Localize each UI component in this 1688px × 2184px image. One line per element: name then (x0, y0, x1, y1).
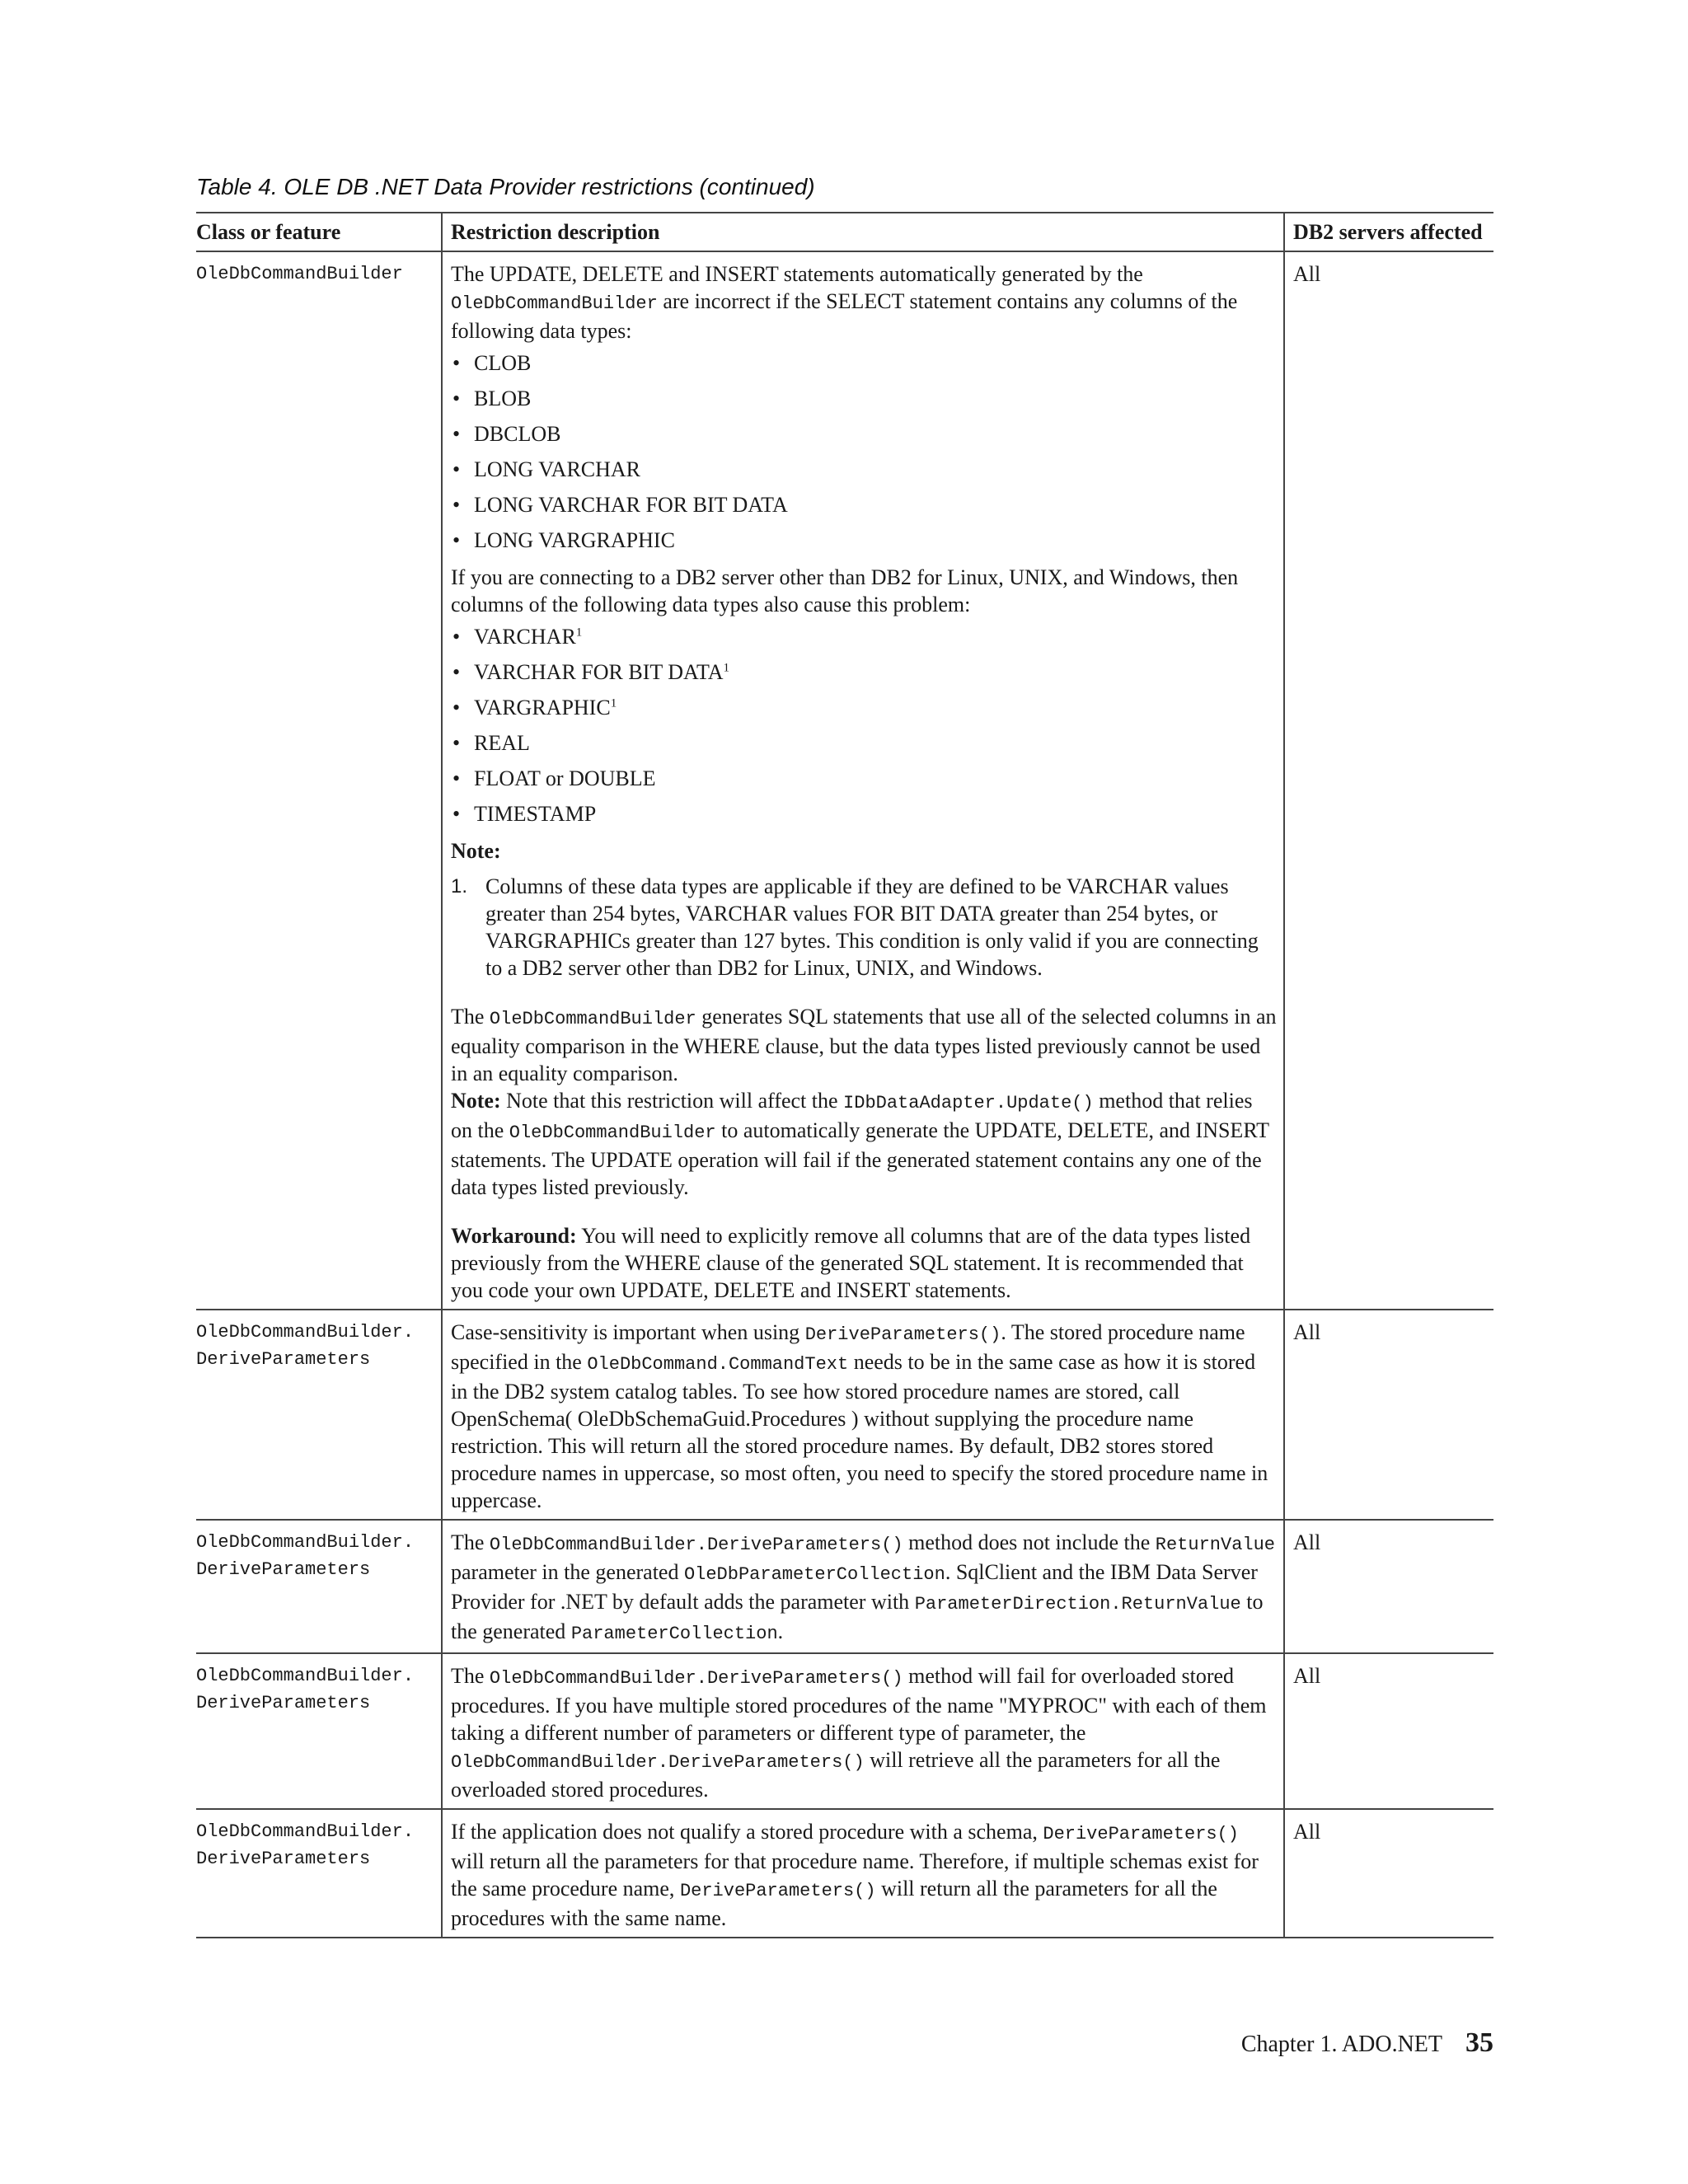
table-caption: Table 4. OLE DB .NET Data Provider restrictions (continued) (196, 174, 815, 199)
text-span: generates SQL statements that use all of the selected columns in an equality comparison in the WHERE clause, but the data types listed previously cannot be used in an equality comparison. (451, 1005, 1277, 1085)
code-span: OleDbCommandBuilder.DeriveParameters() (451, 1752, 865, 1773)
table-row (196, 1310, 1493, 1520)
class-name: OleDbCommandBuilder. (196, 1821, 415, 1842)
code-span: DeriveParameters() (1043, 1824, 1240, 1844)
list-item (451, 658, 1277, 686)
servers-cell: All (1284, 1310, 1493, 1520)
text-span: will retrieve all the parameters for all the overloaded stored procedures. (451, 1748, 1221, 1802)
restriction-intro (451, 260, 1277, 344)
note-label: Note: (451, 1089, 501, 1113)
code-span: OleDbCommandBuilder (509, 1122, 716, 1143)
table-header-row (196, 213, 1493, 251)
table-row (196, 1653, 1493, 1809)
list-item: • DBCLOB (451, 420, 1277, 448)
list-item: • LONG VARCHAR FOR BIT DATA (451, 491, 1277, 518)
list-item (451, 623, 1277, 650)
servers-cell: All (1284, 1653, 1493, 1809)
code-span: ParameterCollection (570, 1624, 778, 1644)
text-span: method will fail for overloaded stored procedures. If you have multiple stored procedures of the name "MYPROC" with each of them taking a different number of parameters or different type of parameter, the (451, 1664, 1267, 1745)
restriction-paragraph (451, 1003, 1277, 1087)
class-cell (196, 1520, 442, 1653)
data-type-list (451, 623, 1277, 827)
code-span: OleDbParameterCollection (683, 1564, 945, 1585)
code-span: OleDbCommandBuilder.DeriveParameters() (489, 1668, 903, 1689)
list-item (451, 694, 1277, 721)
code-span: DeriveParameters() (679, 1881, 876, 1901)
note-list (451, 873, 1277, 982)
list-item: • LONG VARGRAPHIC (451, 527, 1277, 554)
restriction-cell (442, 1809, 1284, 1938)
table-row (196, 1809, 1493, 1938)
restrictions-table (196, 212, 1493, 1938)
header-servers-affected: DB2 servers affected (1284, 213, 1493, 251)
page-footer (1241, 2029, 1493, 2058)
chapter-label: Chapter 1. ADO.NET (1240, 2032, 1442, 2057)
class-cell (196, 1310, 442, 1520)
class-name: OleDbCommandBuilder (196, 264, 403, 284)
list-item-text: VARCHAR (474, 625, 576, 649)
list-item: • LONG VARCHAR (451, 456, 1277, 483)
workaround-paragraph (451, 1222, 1277, 1304)
class-name: DeriveParameters (196, 1349, 371, 1370)
text-span: will return all the parameters for that procedure name. Therefore, if multiple schemas exist for the same procedure name, (451, 1849, 1259, 1900)
text-span: will return all the parameters for all the procedures with the same name. (451, 1877, 1217, 1930)
restriction-cell (442, 251, 1284, 1310)
servers-cell: All (1284, 1520, 1493, 1653)
text-span: to the generated (451, 1590, 1264, 1643)
text-span: to automatically generate the UPDATE, DELETE, and INSERT statements. The UPDATE operation will fail if the generated statement contains any one of the data types listed previously. (451, 1118, 1269, 1199)
text-span: . The stored procedure name specified in the (451, 1320, 1245, 1374)
list-item: • FLOAT or DOUBLE (451, 765, 1277, 792)
text-span: method that relies on the (451, 1089, 1253, 1142)
list-item: • CLOB (451, 349, 1277, 377)
list-item: • BLOB (451, 385, 1277, 412)
text-span: The (451, 1005, 490, 1029)
text-span: The UPDATE, DELETE and INSERT statements automatically generated by the (451, 262, 1143, 286)
text-span: If the application does not qualify a stored procedure with a schema, (451, 1820, 1043, 1844)
code-span: OleDbCommandBuilder (489, 1009, 696, 1029)
text-span: Case-sensitivity is important when using (451, 1320, 805, 1344)
class-name: DeriveParameters (196, 1849, 371, 1869)
data-type-list (451, 349, 1277, 554)
table-row (196, 251, 1493, 1310)
note-number: 1. (451, 875, 468, 898)
class-cell (196, 1653, 442, 1809)
table-row (196, 1520, 1493, 1653)
code-span: DeriveParameters() (804, 1324, 1001, 1345)
text-span: needs to be in the same case as how it is stored in the DB2 system catalog tables. To see how stored procedure names are stored, call OpenSchema( OleDbSchemaGuid.Procedures ) without supplying the procedure name restriction. This will return all the stored procedure names. By default, DB2 stores stored procedure names in uppercase, so most often, you need to specify the stored procedure name in uppercase. (451, 1350, 1268, 1512)
footnote-marker: 1 (610, 696, 617, 710)
list-item-text: VARGRAPHIC (474, 696, 611, 719)
restriction-note (451, 1087, 1277, 1201)
note-label: Note: (451, 839, 501, 863)
note-item (451, 873, 1277, 982)
code-span: IDbDataAdapter.Update() (843, 1093, 1094, 1113)
header-class-or-feature: Class or feature (196, 213, 442, 251)
restriction-paragraph: If you are connecting to a DB2 server other than DB2 for Linux, UNIX, and Windows, then columns of the following data types also cause this problem: (451, 565, 1239, 616)
code-span: ReturnValue (1155, 1535, 1276, 1555)
footnote-marker: 1 (723, 661, 730, 675)
class-name: OleDbCommandBuilder. (196, 1666, 415, 1686)
text-span: . SqlClient and the IBM Data Server Provider for .NET by default adds the parameter with (451, 1560, 1258, 1614)
text-span: You will need to explicitly remove all columns that are of the data types listed previously from the WHERE clause of the generated SQL statement. It is recommended that you code your own UPDATE, DELETE and INSERT statements. (451, 1224, 1251, 1302)
restriction-cell (442, 1310, 1284, 1520)
header-restriction-description: Restriction description (442, 213, 1284, 251)
text-span: The (451, 1530, 490, 1554)
text-span: method does not include the (903, 1530, 1156, 1554)
list-item: • TIMESTAMP (451, 800, 1277, 827)
text-span: The (451, 1664, 490, 1688)
code-span: OleDbCommandBuilder (451, 293, 658, 314)
class-name: DeriveParameters (196, 1693, 371, 1713)
class-cell (196, 251, 442, 1310)
note-text: Columns of these data types are applicable if they are defined to be VARCHAR values greater than 254 bytes, VARCHAR values FOR BIT DATA greater than 254 bytes, or VARGRAPHICs greater than 127 bytes. This condition is only valid if you are connecting to a DB2 server other than DB2 for Linux, UNIX, and Windows. (485, 874, 1259, 980)
class-name: OleDbCommandBuilder. (196, 1322, 415, 1343)
class-name: DeriveParameters (196, 1559, 371, 1580)
code-span: OleDbCommandBuilder.DeriveParameters() (489, 1535, 903, 1555)
list-item: • REAL (451, 729, 1277, 757)
footnote-marker: 1 (575, 626, 583, 640)
workaround-label: Workaround: (451, 1224, 577, 1248)
servers-cell: All (1284, 251, 1493, 1310)
servers-cell: All (1284, 1809, 1493, 1938)
text-span: are incorrect if the SELECT statement contains any columns of the following data types: (451, 289, 1238, 343)
page-number: 35 (1465, 2027, 1493, 2058)
text-span: . (777, 1619, 784, 1643)
list-item-text: VARCHAR FOR BIT DATA (474, 660, 724, 684)
code-span: OleDbCommand.CommandText (587, 1354, 849, 1375)
code-span: ParameterDirection.ReturnValue (914, 1594, 1241, 1615)
restriction-cell (442, 1653, 1284, 1809)
class-name: OleDbCommandBuilder. (196, 1532, 415, 1553)
class-cell (196, 1809, 442, 1938)
text-span: Note that this restriction will affect the (500, 1089, 844, 1113)
text-span: parameter in the generated (451, 1560, 684, 1584)
restriction-cell (442, 1520, 1284, 1653)
